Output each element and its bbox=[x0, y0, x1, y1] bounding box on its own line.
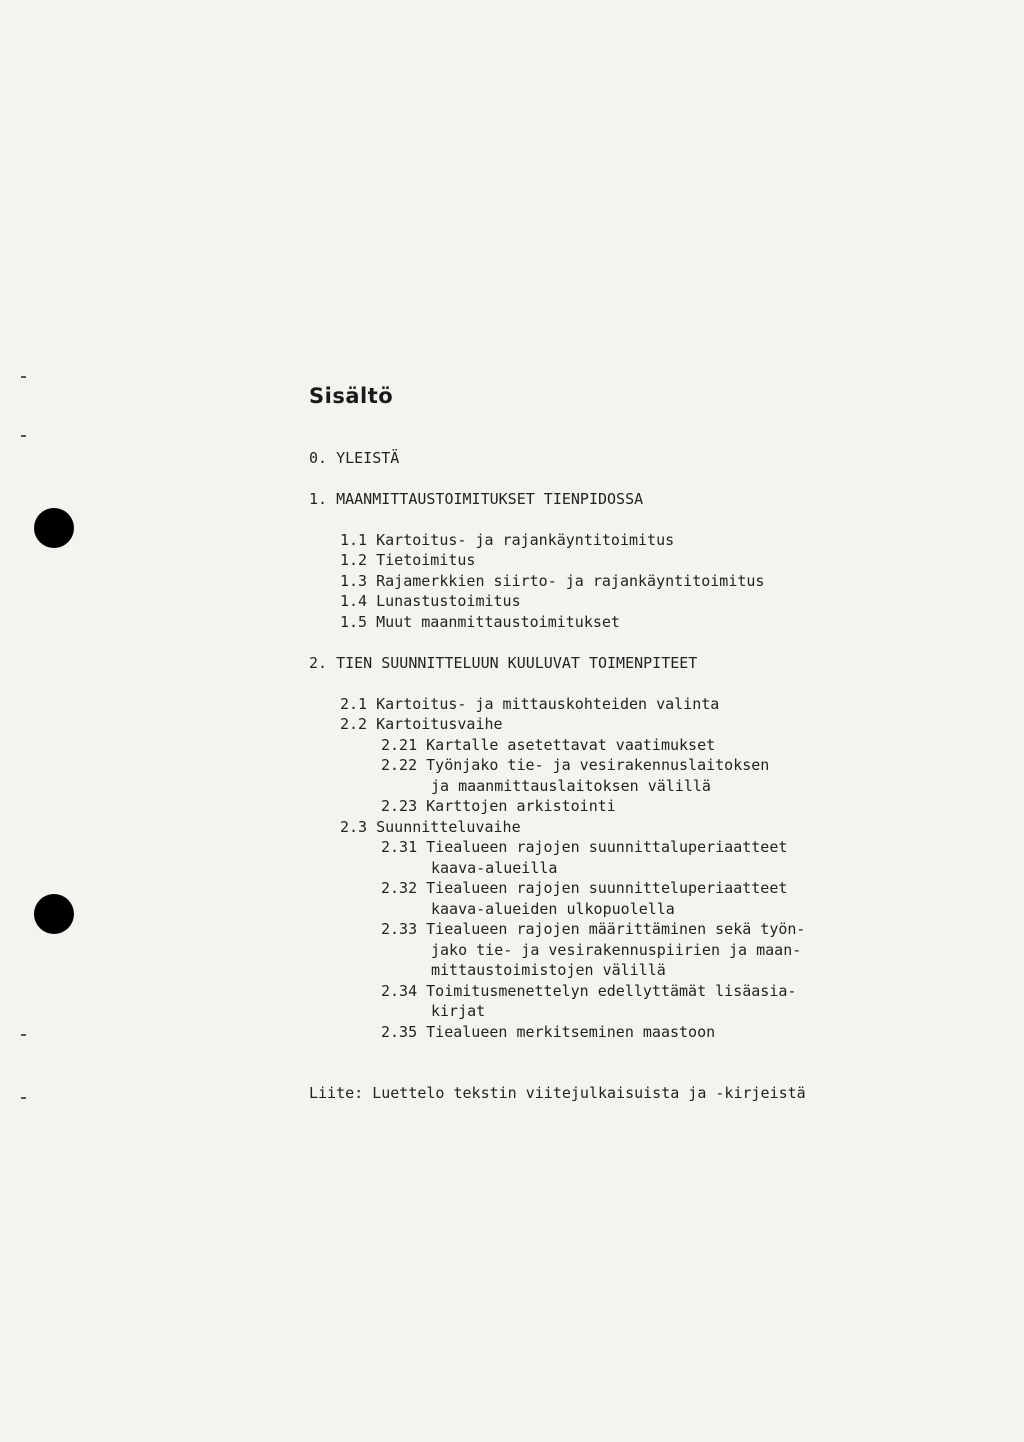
toc-entry-2-2: 2.2 Kartoitusvaihe bbox=[340, 715, 503, 733]
toc-entry-2-23: 2.23 Karttojen arkistointi bbox=[381, 797, 616, 815]
toc-entry-2-33-cont: jako tie- ja vesirakennuspiirien ja maan- bbox=[431, 941, 802, 959]
toc-entry-2-21: 2.21 Kartalle asetettavat vaatimukset bbox=[381, 736, 716, 754]
toc-entry-2-31-cont: kaava-alueilla bbox=[431, 859, 558, 877]
margin-mark bbox=[21, 435, 26, 437]
toc-entry-1-3: 1.3 Rajamerkkien siirto- ja rajankäyntitoimitus bbox=[340, 572, 765, 590]
punch-hole-top bbox=[34, 508, 74, 548]
toc-entry-2-33: 2.33 Tiealueen rajojen määrittäminen sekä työn- bbox=[381, 920, 806, 938]
toc-entry-2-22: 2.22 Työnjako tie- ja vesirakennuslaitoksen bbox=[381, 756, 770, 774]
toc-entry-2-31: 2.31 Tiealueen rajojen suunnittaluperiaatteet bbox=[381, 838, 788, 856]
toc-entry-2-32: 2.32 Tiealueen rajojen suunnitteluperiaatteet bbox=[381, 879, 788, 897]
toc-entry-2: 2. TIEN SUUNNITTELUUN KUULUVAT TOIMENPITEET bbox=[309, 654, 698, 672]
toc-entry-2-33-cont2: mittaustoimistojen välillä bbox=[431, 961, 666, 979]
toc-entry-0: 0. YLEISTÄ bbox=[309, 449, 400, 467]
toc-entry-1-2: 1.2 Tietoimitus bbox=[340, 551, 476, 569]
punch-hole-bottom bbox=[34, 894, 74, 934]
toc-entry-1-4: 1.4 Lunastustoimitus bbox=[340, 592, 521, 610]
toc-entry-1-5: 1.5 Muut maanmittaustoimitukset bbox=[340, 613, 620, 631]
margin-mark bbox=[21, 1097, 26, 1099]
toc-entry-2-3: 2.3 Suunnitteluvaihe bbox=[340, 818, 521, 836]
toc-entry-2-34: 2.34 Toimitusmenettelyn edellyttämät lisäasia- bbox=[381, 982, 797, 1000]
margin-mark bbox=[21, 376, 26, 378]
toc-entry-2-34-cont: kirjat bbox=[431, 1002, 486, 1020]
toc-entry-2-35: 2.35 Tiealueen merkitseminen maastoon bbox=[381, 1023, 716, 1041]
margin-mark bbox=[21, 1034, 26, 1036]
toc-entry-2-1: 2.1 Kartoitus- ja mittauskohteiden valinta bbox=[340, 695, 720, 713]
contents-heading: Sisältö bbox=[309, 384, 394, 408]
toc-entry-1: 1. MAANMITTAUSTOIMITUKSET TIENPIDOSSA bbox=[309, 490, 644, 508]
toc-entry-2-22-cont: ja maanmittauslaitoksen välillä bbox=[431, 777, 711, 795]
toc-entry-1-1: 1.1 Kartoitus- ja rajankäyntitoimitus bbox=[340, 531, 675, 549]
toc-entry-2-32-cont: kaava-alueiden ulkopuolella bbox=[431, 900, 675, 918]
appendix-entry: Liite: Luettelo tekstin viitejulkaisuista ja -kirjeistä bbox=[309, 1084, 806, 1102]
